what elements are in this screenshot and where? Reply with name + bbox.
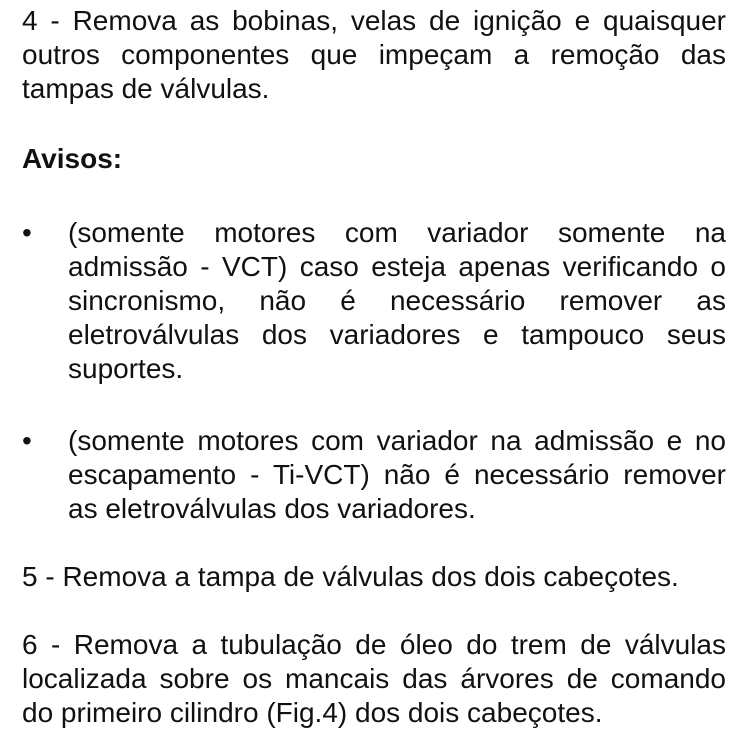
warning-item-vct bbox=[22, 216, 726, 386]
warnings-heading: Avisos: bbox=[22, 143, 123, 174]
warning-text-vct: (somente motores com variador somente na admissão - VCT) caso esteja apenas verificando o sincronismo, não é necessário remover as eletroválvulas dos variadores e tampouco seus suportes. bbox=[68, 217, 726, 384]
step-5-paragraph: 5 - Remova a tampa de válvulas dos dois cabeçotes. bbox=[22, 561, 679, 592]
bullet-icon: • bbox=[22, 217, 32, 248]
step-4-paragraph: 4 - Remova as bobinas, velas de ignição e quaisquer outros componentes que impeçam a remoção das tampas de válvulas. bbox=[22, 5, 726, 104]
warning-item-ti-vct bbox=[22, 424, 726, 526]
bullet-icon: • bbox=[22, 425, 32, 456]
step-6-paragraph: 6 - Remova a tubulação de óleo do trem de válvulas localizada sobre os mancais das árvores de comando do primeiro cilindro (Fig.4) dos dois cabeçotes. bbox=[22, 629, 726, 728]
warning-text-ti-vct: (somente motores com variador na admissão e no escapamento - Ti-VCT) não é necessário remover as eletroválvulas dos variadores. bbox=[68, 425, 726, 524]
